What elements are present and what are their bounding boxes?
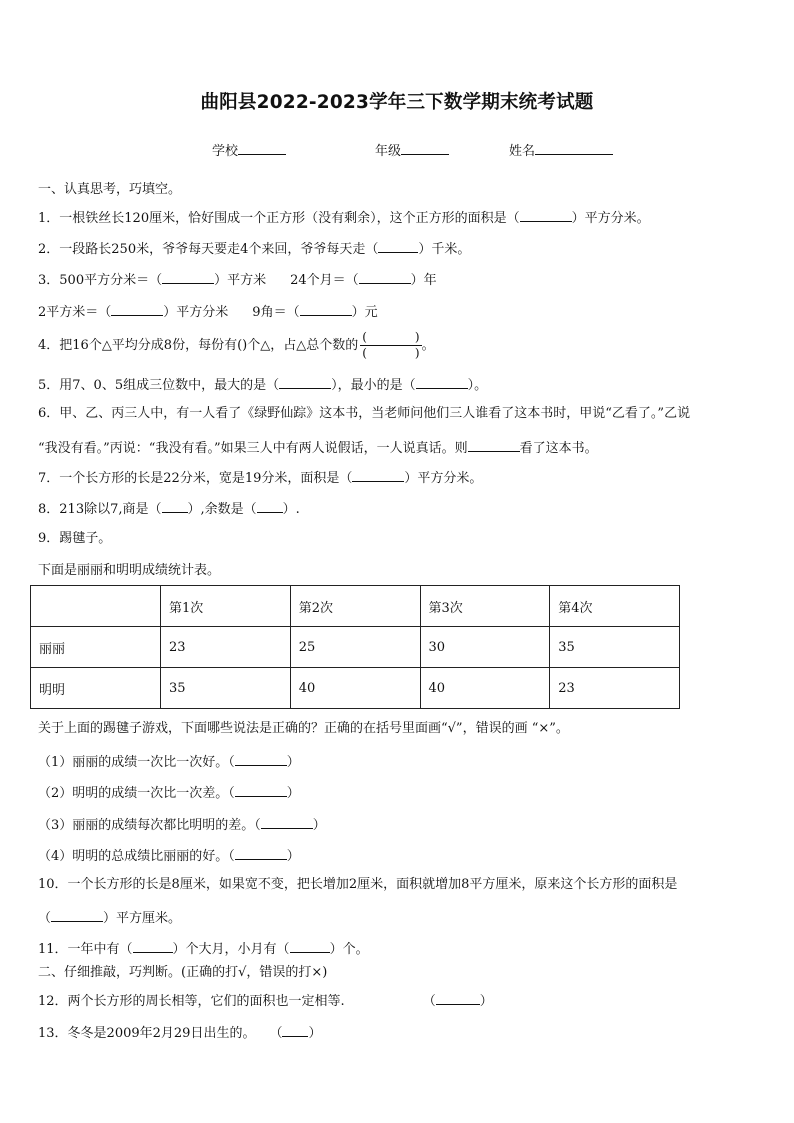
statement-2-text: （2）明明的成绩一次比一次差。（ [38, 786, 235, 801]
q11-text-2: ）个大月，小月有（ [172, 942, 290, 957]
question-10-line2 [38, 907, 181, 928]
question-5 [38, 374, 487, 395]
statement-3-blank[interactable] [261, 814, 313, 829]
statement-2-blank[interactable] [235, 782, 287, 797]
close-paren: ） [286, 755, 300, 770]
table-header-cell: 第2次 [290, 586, 420, 627]
fraction-numerator: ( ) [362, 330, 420, 344]
statement-1-text: （1）丽丽的成绩一次比一次好。（ [38, 755, 235, 770]
q13-open: （ [269, 1026, 283, 1041]
statement-3-text: （3）丽丽的成绩每次都比明明的差。（ [38, 818, 261, 833]
q7-unit: ）平方分米。 [404, 471, 483, 486]
table-caption: 下面是丽丽和明明成绩统计表。 [38, 563, 221, 578]
row-name-cell: 丽丽 [31, 627, 161, 668]
table-cell: 30 [420, 627, 550, 668]
q3b-blank[interactable] [359, 269, 411, 284]
question-3-row2 [38, 301, 378, 322]
q11-end: ）个。 [329, 942, 369, 957]
close-paren: ） [286, 786, 300, 801]
q3b-unit: ）年 [410, 273, 437, 288]
q4-text: 4．把16个△平均分成8份，每份有( [38, 338, 243, 353]
row-name-cell: 明明 [31, 668, 161, 709]
table-cell: 23 [550, 668, 680, 709]
fraction-denominator: ( ) [362, 346, 420, 360]
q6-end: 看了这本书。 [519, 441, 598, 456]
q6-text: “我没有看。”丙说：“我没有看。”如果三人中有两人说假话，一人说真话。则 [38, 441, 468, 456]
q8-blank-remainder[interactable] [257, 498, 283, 513]
q5-blank-min[interactable] [416, 374, 468, 389]
question-6-line1: 6．甲、乙、丙三人中，有一人看了《绿野仙踪》这本书，当老师问他们三人谁看了这本书时，甲说“乙看了。”乙说 [38, 406, 691, 421]
section2-heading: 二、仔细推敲，巧判断。(正确的打√，错误的打×) [38, 965, 328, 980]
table-cell: 23 [161, 627, 291, 668]
table-header-cell: 第3次 [420, 586, 550, 627]
q3d-blank[interactable] [300, 301, 352, 316]
q2-text: 2．一段路长250米，爷爷每天要走4个来回，爷爷每天走（ [38, 242, 379, 257]
q7-text: 7．一个长方形的长是22分米，宽是19分米，面积是（ [38, 471, 353, 486]
question-9-prompt: 关于上面的踢毽子游戏，下面哪些说法是正确的？正确的在括号里面画“√”，错误的画 “×”。 [38, 721, 569, 736]
q2-blank[interactable] [378, 238, 418, 253]
table-cell: 40 [420, 668, 550, 709]
q3c-text: 2平方米＝（ [38, 305, 112, 320]
statement-3 [38, 814, 326, 835]
q5-blank-max[interactable] [279, 374, 331, 389]
statement-2 [38, 782, 300, 803]
q11-text: 11．一年中有（ [38, 942, 133, 957]
q4-fraction[interactable] [360, 330, 421, 361]
q13-close: ） [308, 1026, 322, 1041]
q12-blank[interactable] [436, 990, 480, 1005]
table-header-cell: 第4次 [550, 586, 680, 627]
table-cell: 35 [550, 627, 680, 668]
question-9: 9．踢毽子。 [38, 531, 112, 546]
question-3-row1 [38, 269, 437, 290]
close-paren: ） [312, 818, 326, 833]
table-row [31, 627, 680, 668]
q3d-text: 9角＝（ [252, 305, 300, 320]
q5-end: ）。 [467, 378, 488, 393]
school-field [212, 140, 286, 159]
q13-text: 13．冬冬是2009年2月29日出生的。 [38, 1026, 256, 1041]
q2-unit: ）千米。 [418, 242, 471, 257]
table-row [31, 668, 680, 709]
statement-4-text: （4）明明的总成绩比丽丽的好。（ [38, 849, 235, 864]
q4-end: 。 [421, 338, 435, 353]
table-cell: 25 [290, 627, 420, 668]
q11-blank-small[interactable] [290, 938, 330, 953]
q3a-text: 3．500平方分米＝（ [38, 273, 163, 288]
question-13 [38, 1022, 321, 1043]
q5-text: 5．用7、0、5组成三位数中，最大的是（ [38, 378, 280, 393]
question-11 [38, 938, 369, 959]
q13-blank[interactable] [282, 1022, 308, 1037]
q3b-text: 24个月＝（ [290, 273, 359, 288]
statement-4 [38, 845, 300, 866]
statement-1 [38, 751, 300, 772]
question-7 [38, 467, 482, 488]
question-2 [38, 238, 470, 259]
school-blank[interactable] [238, 140, 286, 155]
q8-end: ）. [282, 502, 300, 517]
question-6-line2 [38, 437, 598, 458]
q1-blank[interactable] [520, 207, 572, 222]
table-header-cell: 第1次 [161, 586, 291, 627]
school-label: 学校 [212, 144, 239, 159]
statement-4-blank[interactable] [235, 845, 287, 860]
question-12 [38, 990, 493, 1011]
q10-blank[interactable] [51, 907, 103, 922]
statement-1-blank[interactable] [235, 751, 287, 766]
q11-blank-big[interactable] [133, 938, 173, 953]
name-label: 姓名 [509, 144, 536, 159]
q3c-unit: ）平方分米 [163, 305, 229, 320]
q12-text: 12．两个长方形的周长相等，它们的面积也一定相等. [38, 994, 345, 1009]
q3d-unit: ）元 [351, 305, 378, 320]
table-cell: 40 [290, 668, 420, 709]
q4-text-2: )个△，占△总个数的 [242, 338, 359, 353]
question-8 [38, 498, 300, 519]
q3c-blank[interactable] [111, 301, 163, 316]
q10-open: （ [38, 911, 52, 926]
table-header-cell [31, 586, 161, 627]
name-blank[interactable] [535, 140, 613, 155]
table-cell: 35 [161, 668, 291, 709]
grade-blank[interactable] [401, 140, 449, 155]
q8-text-2: ）,余数是（ [187, 502, 257, 517]
grade-label: 年级 [375, 144, 402, 159]
q8-text: 8．213除以7,商是（ [38, 502, 162, 517]
page-title: 曲阳县2022-2023学年三下数学期末统考试题 [200, 92, 594, 113]
q12-close: ） [479, 994, 493, 1009]
q6-blank[interactable] [468, 437, 520, 452]
q5-text-2: ），最小的是（ [331, 378, 416, 393]
grade-field [375, 140, 449, 159]
q3a-unit: ）平方米 [214, 273, 267, 288]
q1-text: 1．一根铁丝长120厘米，恰好围成一个正方形（没有剩余），这个正方形的面积是（ [38, 211, 520, 226]
q3a-blank[interactable] [162, 269, 214, 284]
q1-unit: ）平方分米。 [571, 211, 650, 226]
name-field [509, 140, 613, 159]
score-table [30, 585, 680, 709]
q10-unit: ）平方厘米。 [103, 911, 182, 926]
question-10-line1: 10．一个长方形的长是8厘米，如果宽不变，把长增加2厘米，面积就增加8平方厘米，原来这个长方形的面积是 [38, 877, 678, 892]
q12-open: （ [422, 994, 436, 1009]
q7-blank[interactable] [352, 467, 404, 482]
question-4 [38, 330, 435, 362]
close-paren: ） [286, 849, 300, 864]
question-1 [38, 207, 650, 228]
section1-heading: 一、认真思考，巧填空。 [38, 182, 182, 197]
table-header-row [31, 586, 680, 627]
q8-blank-quotient[interactable] [162, 498, 188, 513]
